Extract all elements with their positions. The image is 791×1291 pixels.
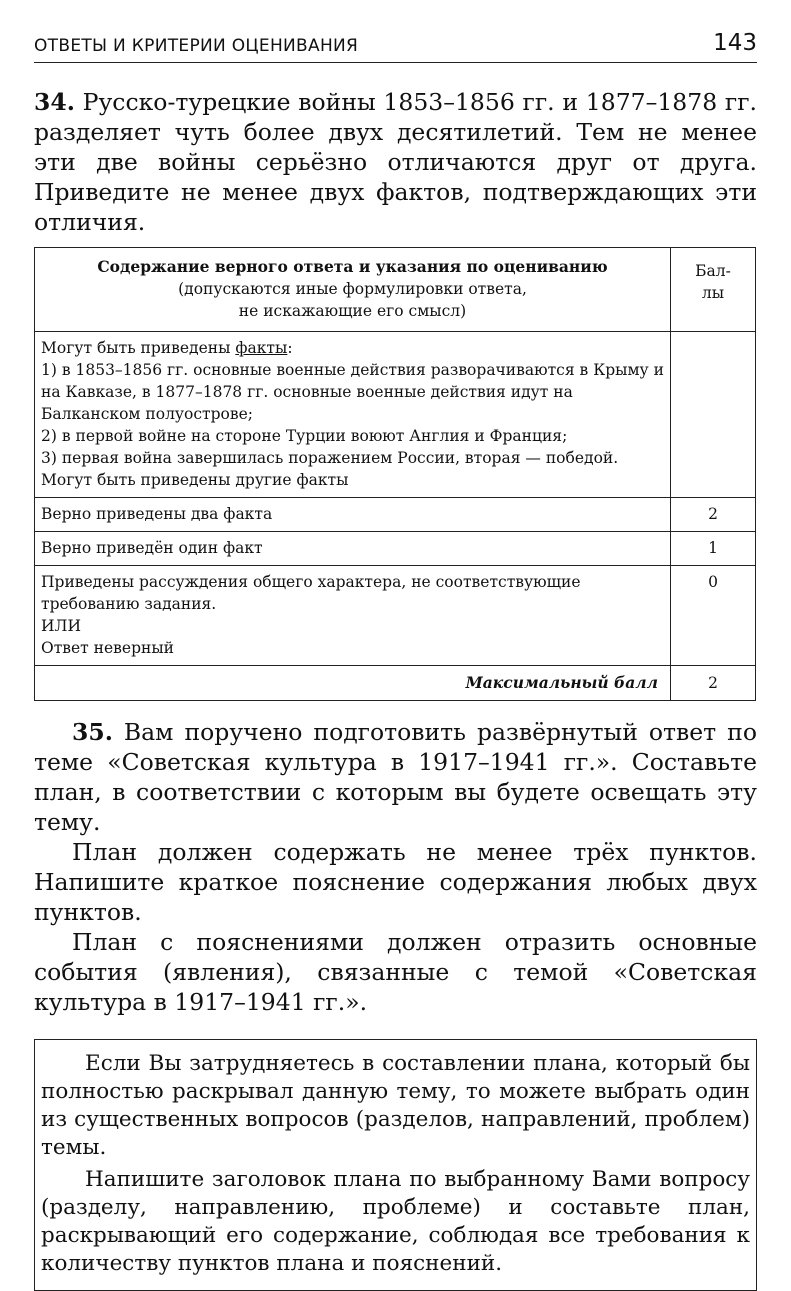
note-para-2: Напишите заголовок плана по выбранному Вами вопросу (разделу, направлению, проблеме) и составьте план, раскрывающий его содержание, соблюдая все требования к количеству пунктов плана и пояснений.	[41, 1167, 750, 1276]
task-34-text	[34, 87, 757, 237]
facts-row	[35, 332, 756, 498]
zero-line-2: ИЛИ	[41, 617, 81, 635]
task-35-number: 35.	[72, 718, 113, 746]
max-score-label: Максимальный балл	[35, 666, 671, 701]
fact-3: 3) первая война завершилась поражением России, вторая — победой.	[41, 449, 619, 467]
score-row-text: Верно приведён один факт	[35, 532, 671, 566]
max-score-row	[35, 666, 756, 701]
points-header-line1: Бал-	[695, 262, 731, 280]
score-row	[35, 532, 756, 566]
task-34-body: Русско-турецкие войны 1853–1856 гг. и 1877–1878 гг. разделяет чуть более двух десятилетий. Тем не менее эти две войны серьёзно отличаются друг от друга. Приведите не менее двух фактов, подтверждающих эти отличия.	[34, 88, 757, 236]
points-header-line2: лы	[701, 284, 725, 302]
max-score-points: 2	[671, 666, 756, 701]
task-35-body: Вам поручено подготовить развёрнутый ответ по теме «Советская культура в 1917–1941 гг.». Составьте план, в соответствии с которым вы будете освещать эту тему.	[34, 718, 757, 836]
facts-cell	[35, 332, 671, 498]
facts-points-cell	[671, 332, 756, 498]
running-title: ОТВЕТЫ И КРИТЕРИИ ОЦЕНИВАНИЯ	[34, 36, 359, 56]
task-35-para-3: План с пояснениями должен отразить основные события (явления), связанные с темой «Советская культура в 1917–1941 гг.».	[34, 928, 757, 1016]
running-header	[34, 0, 757, 63]
task-35-para-2: План должен содержать не менее трёх пунктов. Напишите краткое пояснение содержания любых двух пунктов.	[34, 838, 757, 926]
criteria-header-sub1: (допускаются иные формулировки ответа,	[178, 280, 527, 298]
page-number: 143	[713, 30, 757, 56]
facts-intro	[41, 337, 664, 359]
score-row-zero	[35, 566, 756, 666]
facts-intro-text: Могут быть приведены	[41, 339, 236, 357]
points-header-cell	[671, 248, 756, 332]
note-para-1: Если Вы затрудняетесь в составлении плана, который бы полностью раскрывал данную тему, то можете выбрать один из существенных вопросов (разделов, направлений, проблем) темы.	[41, 1051, 750, 1160]
facts-other: Могут быть приведены другие факты	[41, 471, 349, 489]
zero-line-1: Приведены рассуждения общего характера, не соответствующие требованию задания.	[41, 573, 581, 613]
score-row-zero-text	[35, 566, 671, 666]
score-row-text: Верно приведены два факта	[35, 498, 671, 532]
criteria-header-cell	[35, 248, 671, 332]
task-35-text	[34, 717, 757, 837]
fact-1: 1) в 1853–1856 гг. основные военные действия разворачиваются в Крыму и на Кавказе, в 1877–1878 гг. основные военные действия идут на Балканском полуострове;	[41, 361, 664, 423]
facts-colon: :	[287, 339, 293, 357]
task-34-number: 34.	[34, 88, 75, 116]
criteria-table	[34, 247, 756, 701]
score-row-points: 1	[671, 532, 756, 566]
criteria-header-row	[35, 248, 756, 332]
fact-2: 2) в первой войне на стороне Турции воюют Англия и Франция;	[41, 427, 568, 445]
score-row-points: 2	[671, 498, 756, 532]
score-row-zero-points: 0	[671, 566, 756, 666]
score-row	[35, 498, 756, 532]
criteria-header-title: Содержание верного ответа и указания по оцениванию	[97, 257, 608, 276]
zero-line-3: Ответ неверный	[41, 639, 175, 657]
criteria-header-sub2: не искажающие его смысл)	[238, 302, 467, 320]
facts-word: факты	[235, 339, 288, 357]
note-box	[34, 1039, 757, 1291]
